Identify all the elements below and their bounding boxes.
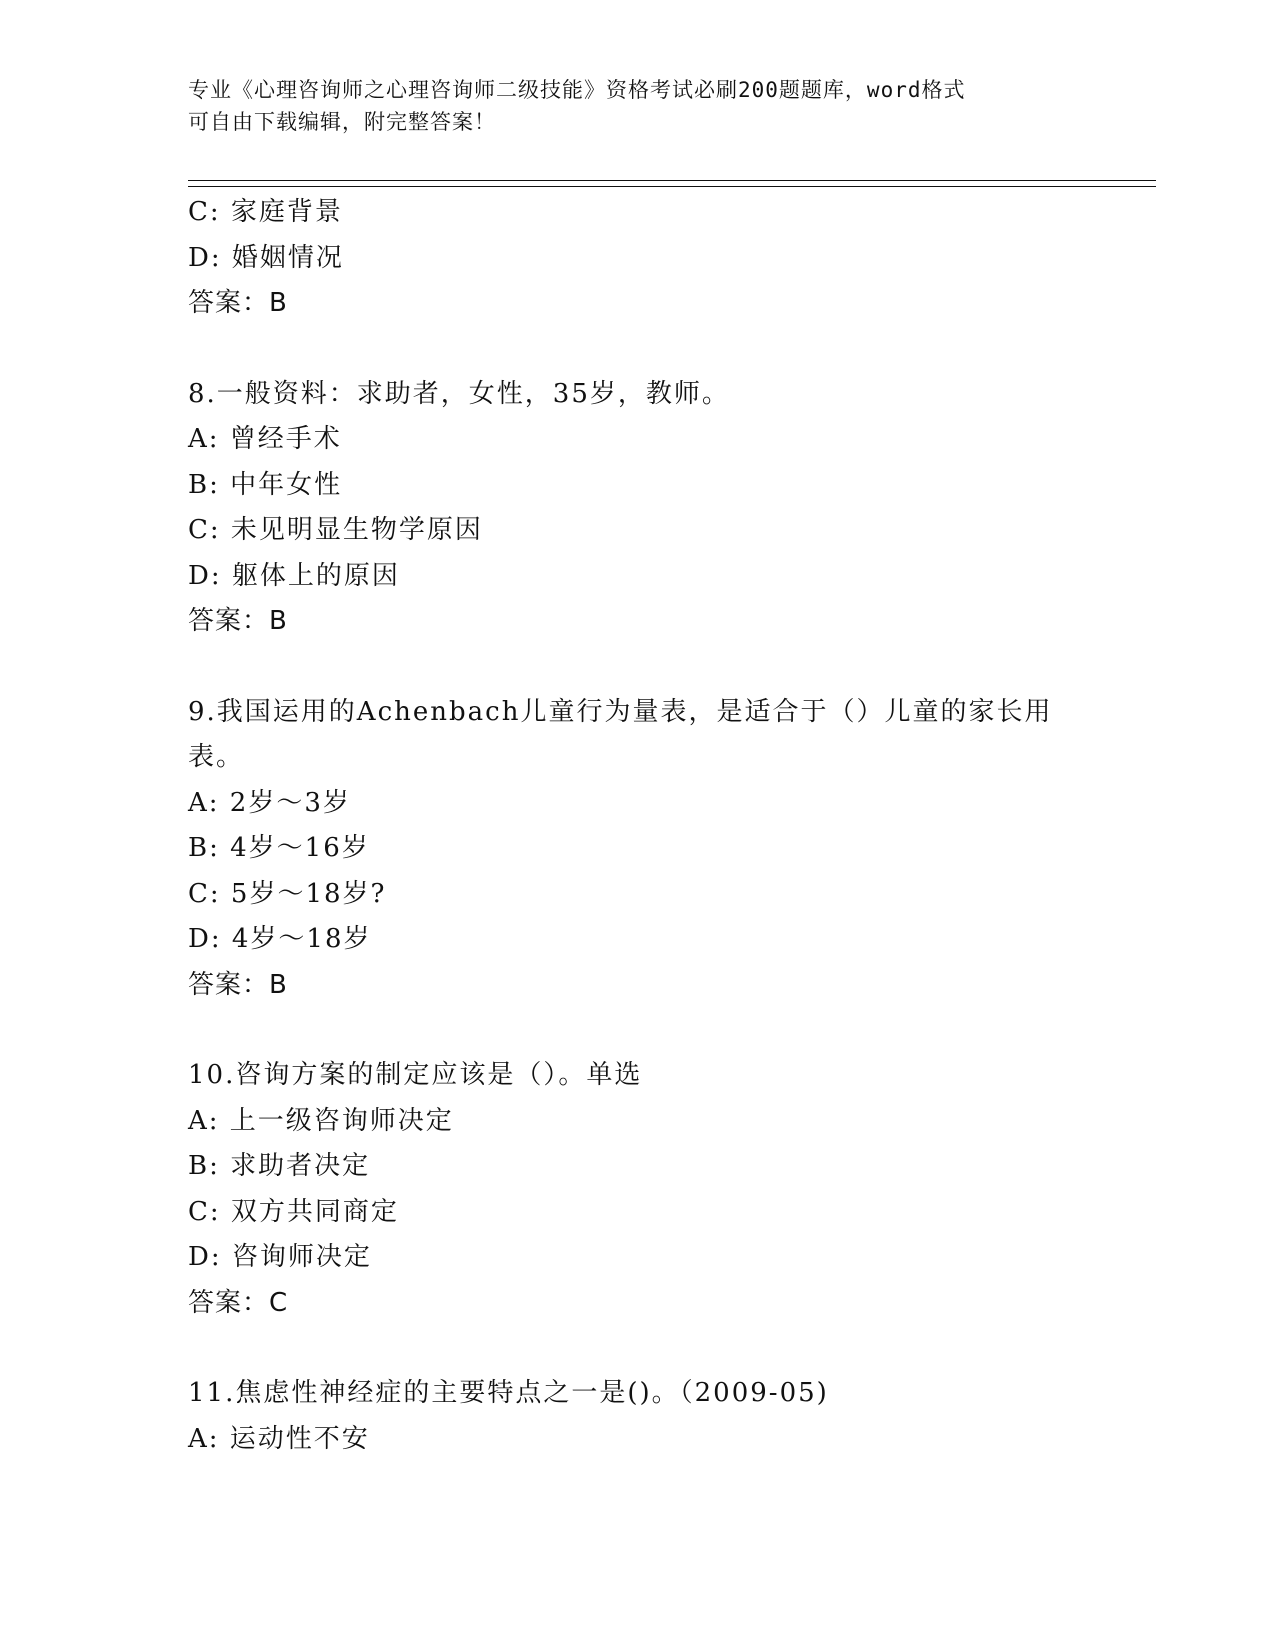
question-stem: 9.我国运用的Achenbach儿童行为量表，是适合于（）儿童的家长用表。 xyxy=(188,696,1053,772)
option-c: C: 5岁～18岁? xyxy=(188,878,387,909)
option-b: B: 求助者决定 xyxy=(188,1151,371,1181)
question-stem: 11.焦虑性神经症的主要特点之一是()。（2009-05) xyxy=(188,1378,829,1408)
question-block xyxy=(188,1371,1068,1462)
answer-line: 答案：C xyxy=(188,1287,289,1318)
option-d: D: 婚姻情况 xyxy=(188,242,344,273)
option-d: D: 4岁～18岁 xyxy=(188,924,372,954)
option-a: A: 曾经手术 xyxy=(188,424,342,454)
option-a: A: 运动性不安 xyxy=(188,1423,370,1454)
question-list xyxy=(188,190,1068,1462)
option-c: C: 家庭背景 xyxy=(188,197,343,227)
question-block xyxy=(188,372,1068,645)
question-block xyxy=(188,190,1068,327)
header-line-2: 可自由下载编辑，附完整答案！ xyxy=(188,110,496,134)
question-stem: 8.一般资料：求助者，女性，35岁，教师。 xyxy=(188,378,730,409)
answer-line: 答案：B xyxy=(188,969,288,1000)
option-a: A: 上一级咨询师决定 xyxy=(188,1105,454,1136)
header-line-1: 专业《心理咨询师之心理咨询师二级技能》资格考试必刷200题题库，word格式 xyxy=(188,78,966,102)
option-b: B: 4岁～16岁 xyxy=(188,833,370,863)
answer-line: 答案：B xyxy=(188,606,288,636)
question-stem: 10.咨询方案的制定应该是（）。单选 xyxy=(188,1060,643,1090)
question-block xyxy=(188,1053,1068,1326)
header-rule-top xyxy=(188,180,1156,181)
answer-line: 答案：B xyxy=(188,288,288,318)
option-c: C: 未见明显生物学原因 xyxy=(188,515,483,545)
option-b: B: 中年女性 xyxy=(188,469,343,500)
document-header xyxy=(188,74,1088,138)
question-block xyxy=(188,690,1068,1009)
option-a: A: 2岁～3岁 xyxy=(188,787,351,818)
option-d: D: 咨询师决定 xyxy=(188,1242,372,1272)
option-c: C: 双方共同商定 xyxy=(188,1196,399,1227)
option-d: D: 躯体上的原因 xyxy=(188,560,400,591)
header-rule-bottom xyxy=(188,186,1156,187)
